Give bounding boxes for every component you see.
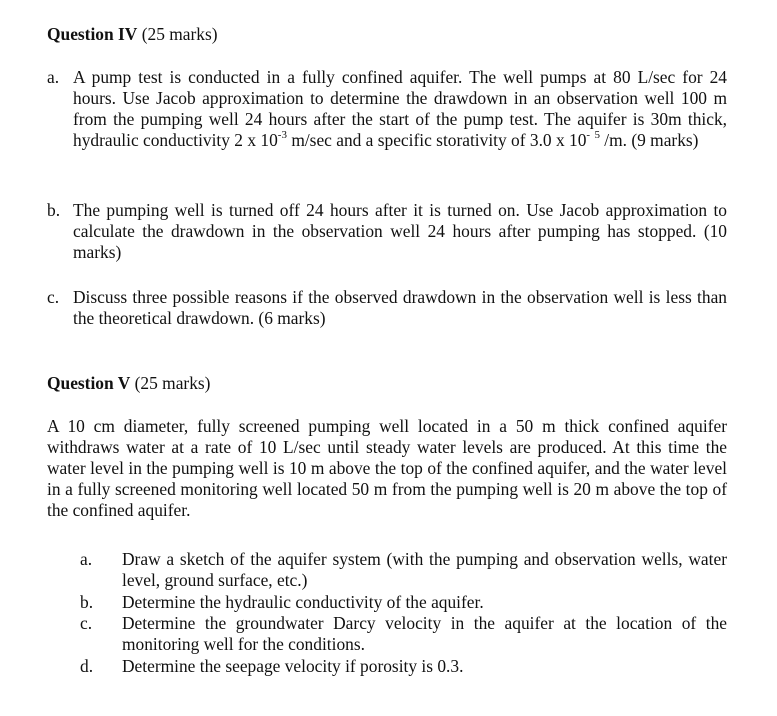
part-text: Draw a sketch of the aquifer system (with the pumping and observation wells, water level, ground surface, etc.)	[122, 549, 727, 590]
question-iv-heading	[47, 24, 218, 45]
question-v-part-a	[80, 549, 727, 591]
part-label: a.	[47, 67, 60, 87]
question-v-part-c	[80, 613, 727, 655]
part-label: d.	[80, 656, 94, 676]
question-v-part-d	[80, 656, 727, 677]
part-label: b.	[47, 200, 61, 220]
part-label: b.	[80, 592, 94, 612]
question-iv-part-c	[47, 287, 727, 329]
part-label: c.	[47, 287, 60, 307]
question-iv-title: Question IV	[47, 24, 138, 44]
question-iv-part-b	[47, 200, 727, 263]
part-text: Determine the seepage velocity if porosity is 0.3.	[122, 656, 464, 676]
part-label: c.	[80, 613, 93, 633]
question-v-heading	[47, 373, 210, 394]
question-v-title: Question V	[47, 373, 131, 393]
question-iv-part-a	[47, 67, 727, 151]
part-text: Determine the hydraulic conductivity of the aquifer.	[122, 592, 484, 612]
question-iv-marks: (25 marks)	[141, 24, 218, 44]
part-text: Determine the groundwater Darcy velocity in the aquifer at the location of the monitoring well for the conditions.	[122, 613, 727, 654]
question-v-intro: A 10 cm diameter, fully screened pumping well located in a 50 m thick confined aquifer withdraws water at a rate of 10 L/sec until steady water levels are produced. At this time the water level in the pumping well is 10 m above the top of the confined aquifer, and the water level in a fully screened monitoring well located 50 m from the pumping well is 20 m above the top of the confined aquifer.	[47, 416, 727, 520]
part-text: The pumping well is turned off 24 hours after it is turned on. Use Jacob approximation to calculate the drawdown in the observation well 24 hours after pumping has stopped. (10 marks)	[73, 200, 727, 262]
question-v-marks: (25 marks)	[134, 373, 211, 393]
part-text: Discuss three possible reasons if the observed drawdown in the observation well is less than the theoretical drawdown. (6 marks)	[73, 287, 727, 328]
part-text: A pump test is conducted in a fully confined aquifer. The well pumps at 80 L/sec for 24 hours. Use Jacob approximation to determine the drawdown in an observation well 100 m from the pumping well 24 hours after the start of the pump test. The aquifer is 30m thick, hydraulic conductivity 2 x $10^{-3}$ m/sec and a specific storativity of 3.0 x 10- $^5$ /m. (9 marks)	[73, 67, 727, 150]
part-label: a.	[80, 549, 93, 569]
question-v-part-b	[80, 592, 727, 613]
